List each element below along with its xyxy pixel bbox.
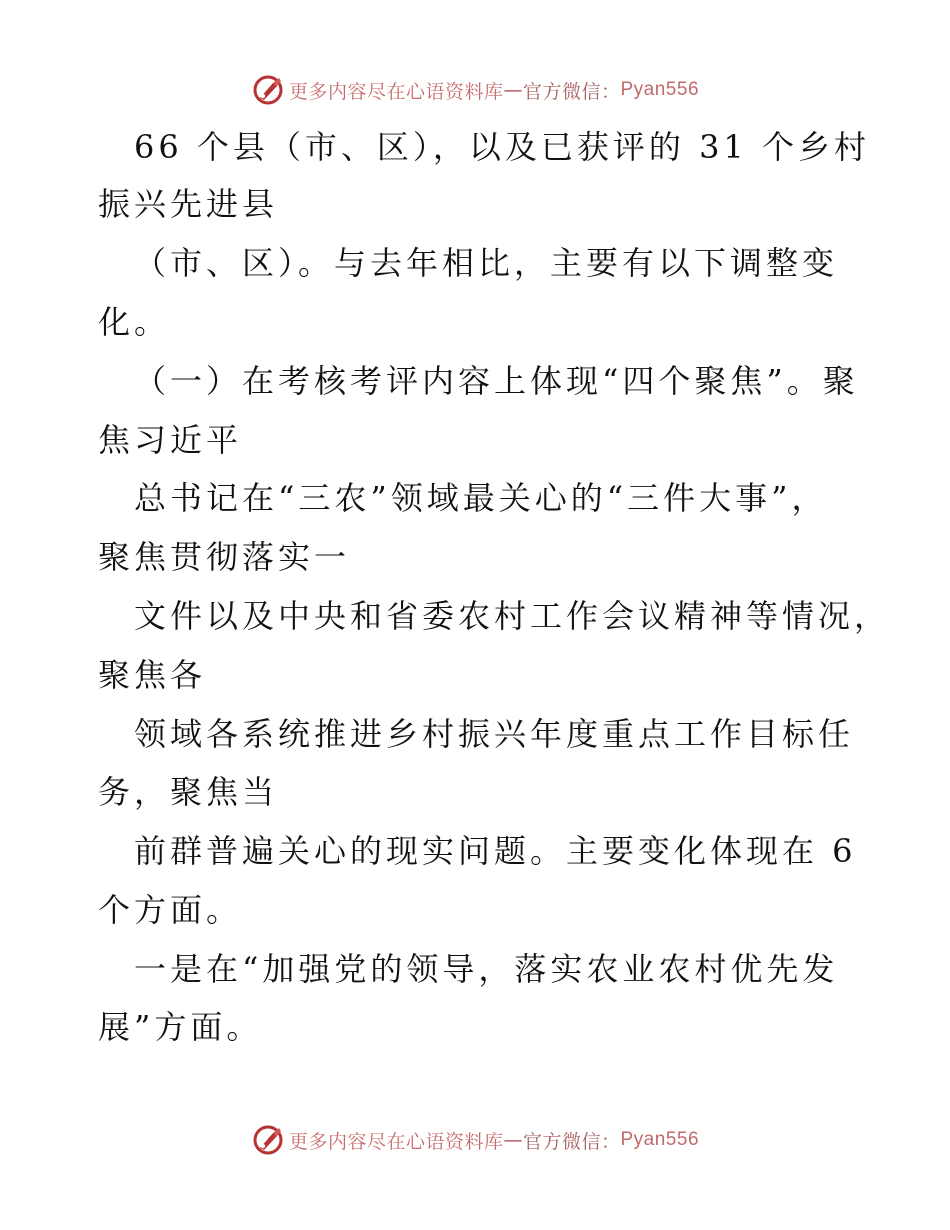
footer-brand-text: 更多内容尽在心语资料库 — [288, 1130, 504, 1153]
body-line: （市、区）。与去年相比，主要有以下调整变 — [134, 244, 839, 282]
header-wechat-label: 官方微信： — [522, 80, 621, 103]
body-line: 聚焦贯彻落实一 — [98, 538, 351, 576]
body-line: 前群普遍关心的现实问题。主要变化体现在 6 — [134, 832, 857, 870]
body-line: 总书记在“三农”领域最关心的“三件大事”， — [134, 479, 828, 517]
body-line: 务，聚焦当 — [98, 773, 279, 811]
header-dash: — — [503, 79, 523, 101]
brand-logo-icon — [251, 1123, 285, 1157]
footer-wechat-id: Pyan556 — [620, 1129, 700, 1150]
body-line: 文件以及中央和省委农村工作会议精神等情况， — [134, 597, 891, 635]
footer-dash: — — [503, 1129, 523, 1151]
body-line: 焦习近平 — [98, 421, 243, 459]
header-wechat-id: Pyan556 — [620, 79, 700, 100]
body-line: 展”方面。 — [98, 1008, 263, 1046]
footer-wechat-label: 官方微信： — [522, 1130, 621, 1153]
body-line: 一是在“加强党的领导，落实农业农村优先发 — [134, 950, 839, 988]
body-line: （一）在考核考评内容上体现“四个聚焦”。聚 — [134, 362, 859, 400]
body-line: 聚焦各 — [98, 656, 207, 694]
body-line: 振兴先进县 — [98, 185, 279, 223]
body-line: 化。 — [98, 303, 171, 341]
body-line: 个方面。 — [98, 891, 243, 929]
footer-banner — [0, 1120, 950, 1160]
body-line: 领域各系统推进乡村振兴年度重点工作目标任 — [134, 715, 855, 753]
header-brand-text: 更多内容尽在心语资料库 — [288, 80, 504, 103]
body-line: 66 个县（市、区），以及已获评的 31 个乡村 — [134, 128, 870, 166]
